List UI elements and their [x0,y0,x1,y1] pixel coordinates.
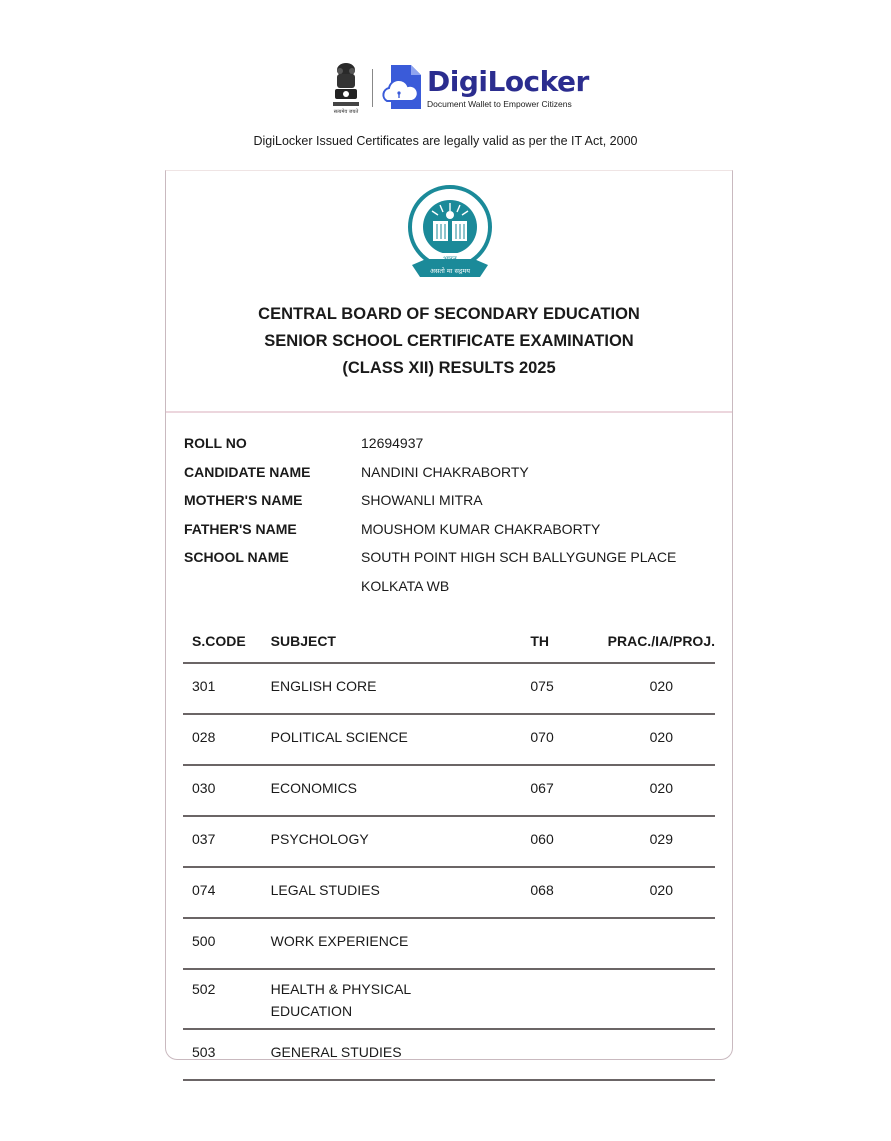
subject-name: GENERAL STUDIES [271,1029,531,1080]
subject-code: 500 [183,918,271,969]
theory-marks: 068 [530,867,607,918]
title-line-board: CENTRAL BOARD OF SECONDARY EDUCATION [258,305,640,323]
practical-marks [608,969,715,1029]
school-name-line-1: SOUTH POINT HIGH SCH BALLYGUNGE PLACE [361,549,677,566]
cbse-logo-icon [402,183,498,287]
practical-marks: 020 [608,765,715,816]
subject-code: 037 [183,816,271,867]
practical-marks: 020 [608,867,715,918]
detail-value: NANDINI CHAKRABORTY [361,463,529,480]
subject-name: PSYCHOLOGY [271,816,531,867]
subject-name: ENGLISH CORE [271,663,531,714]
practical-marks [608,1029,715,1080]
theory-marks [530,918,607,969]
subject-code: 503 [183,1029,271,1080]
table-row [183,816,715,867]
title-line-exam: SENIOR SCHOOL CERTIFICATE EXAMINATION [264,332,634,350]
digilocker-brand [330,58,589,118]
digilocker-cloud-icon [381,63,423,113]
result-certificate-card [165,170,733,1060]
theory-marks: 070 [530,714,607,765]
detail-value [361,543,724,600]
table-row [183,765,715,816]
subject-name: ECONOMICS [271,765,531,816]
header-subject: SUBJECT [271,620,531,663]
marks-table [183,620,715,1081]
subject-code: 074 [183,867,271,918]
table-row [183,867,715,918]
subject-name: LEGAL STUDIES [271,867,531,918]
subject-name-line-2: EDUCATION [270,1003,353,1019]
detail-label: SCHOOL NAME [184,549,289,566]
theory-marks [530,969,607,1029]
practical-marks: 029 [608,816,715,867]
school-name-line-2: KOLKATA WB [361,577,450,594]
detail-label: ROLL NO [184,435,247,451]
theory-marks [530,1029,607,1080]
candidate-details [184,429,724,601]
detail-row-roll-no [184,429,724,458]
practical-marks: 020 [608,663,715,714]
digilocker-tagline: Document Wallet to Empower Citizens [427,99,572,109]
detail-row-candidate-name [184,458,724,487]
subject-name: WORK EXPERIENCE [271,918,531,969]
table-row [183,1029,715,1080]
title-line-results: (CLASS XII) RESULTS 2025 [342,359,556,377]
detail-value: SHOWANLI MITRA [361,492,483,509]
theory-marks: 075 [530,663,607,714]
detail-row-fathers-name [184,515,724,544]
subject-name-line-1: HEALTH & PHYSICAL [270,981,412,997]
subject-code: 502 [183,969,271,1029]
detail-label: CANDIDATE NAME [184,463,311,480]
legal-validity-note: DigiLocker Issued Certificates are legally valid as per the IT Act, 2000 [253,134,638,148]
subject-name [271,969,531,1029]
practical-marks: 020 [608,714,715,765]
certificate-title [166,301,732,382]
subject-code: 030 [183,765,271,816]
detail-label: FATHER'S NAME [184,520,297,537]
header-theory: TH [530,620,607,663]
table-row [183,714,715,765]
theory-marks: 067 [530,765,607,816]
certificate-header [166,171,732,413]
detail-row-mothers-name [184,486,724,515]
marks-table-header [183,620,715,663]
subject-code: 028 [183,714,271,765]
national-emblem-icon [330,61,362,115]
brand-divider [372,69,373,107]
detail-value: MOUSHOM KUMAR CHAKRABORTY [361,520,601,537]
detail-row-school-name [184,543,724,600]
detail-value: 12694937 [361,435,424,451]
table-row [183,663,715,714]
subject-name: POLITICAL SCIENCE [271,714,531,765]
practical-marks [608,918,715,969]
svg-text:सत्यमेव जयते: सत्यमेव जयते [333,109,359,115]
table-row [183,918,715,969]
detail-label: MOTHER'S NAME [184,492,303,509]
table-row [183,969,715,1029]
digilocker-title: DigiLocker [427,65,589,98]
theory-marks: 060 [530,816,607,867]
header-s-code: S.CODE [183,620,271,663]
svg-text:असतो मा सद्गमय: असतो मा सद्गमय [430,267,470,275]
subject-code: 301 [183,663,271,714]
header-practical: PRAC./IA/PROJ. [608,620,715,663]
